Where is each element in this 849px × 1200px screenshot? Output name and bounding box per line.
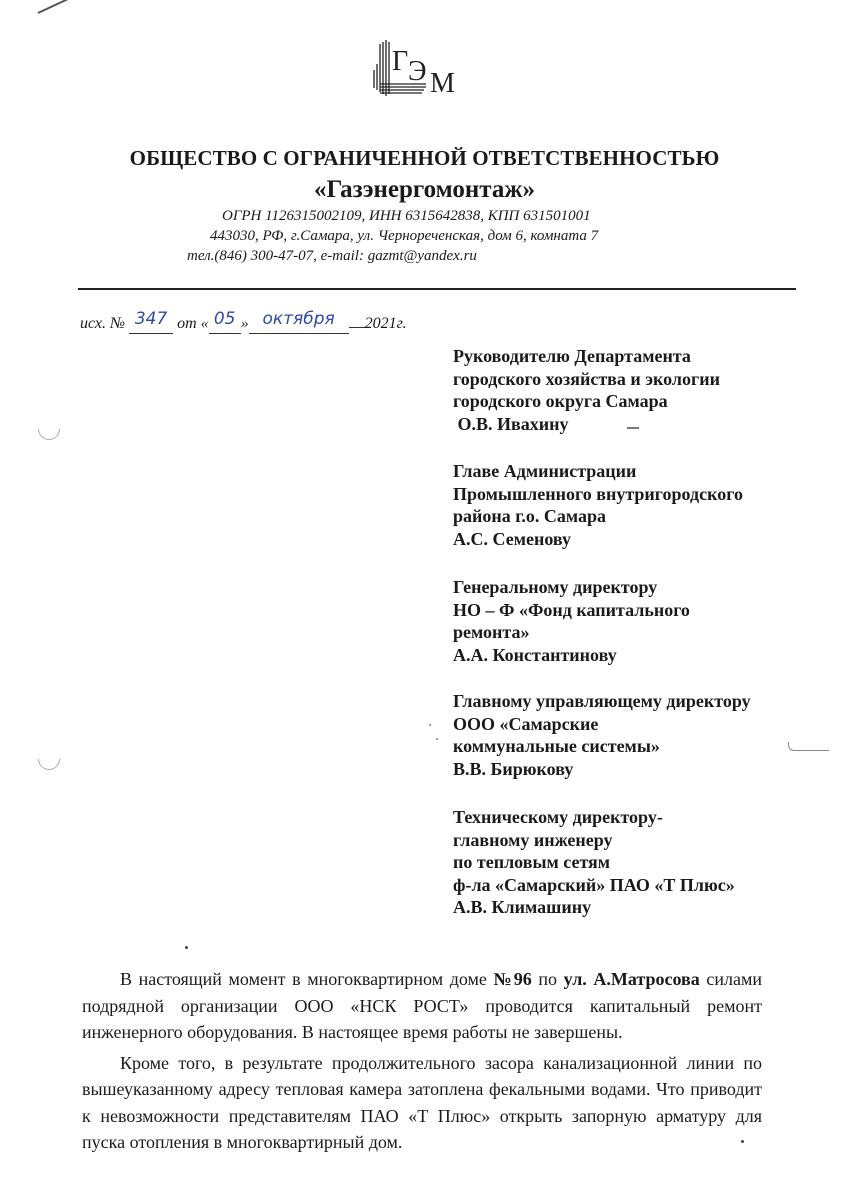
logo-letter: М xyxy=(430,68,455,99)
body-paragraph xyxy=(82,966,762,1046)
recipient-block xyxy=(453,690,751,780)
recipient-line: Главному управляющему директору xyxy=(453,691,751,711)
ref-year-field xyxy=(349,327,365,328)
header-divider xyxy=(78,288,796,290)
ref-close-quote: » xyxy=(240,315,249,332)
outgoing-reference xyxy=(80,309,407,334)
recipient-line: коммунальные системы» xyxy=(453,736,660,756)
ref-open-quote: « xyxy=(200,315,209,332)
recipient-line: городского округа Самара xyxy=(453,391,668,411)
recipient-line: Промышленного внутригородского xyxy=(453,483,743,504)
recipient-block xyxy=(453,806,735,919)
logo-letter: Э xyxy=(408,56,427,87)
body-text-span: В настоящий момент в многоквартирном доме xyxy=(120,969,494,989)
recipient-line: Главе Администрации xyxy=(453,461,637,481)
recipient-line: В.В. Бирюкову xyxy=(453,758,574,779)
scan-dot xyxy=(185,946,188,949)
org-address: 443030, РФ, г.Самара, ул. Чернореченская, дом 6, комната 7 xyxy=(210,228,599,244)
org-name: «Газэнергомонтаж» xyxy=(313,176,536,203)
recipient-line: НО – Ф «Фонд капитального xyxy=(453,599,690,620)
ref-from: от xyxy=(177,315,197,332)
org-title: ОБЩЕСТВО С ОГРАНИЧЕННОЙ ОТВЕТСТВЕННОСТЬЮ xyxy=(129,146,720,170)
ref-number-field xyxy=(129,309,173,334)
ref-year: 2021г. xyxy=(364,315,407,332)
ref-month: октября xyxy=(262,309,335,329)
company-logo xyxy=(366,34,466,104)
ref-month-field xyxy=(249,309,349,334)
org-contacts: тел.(846) 300-47-07, e-mail: gazmt@yandex.ru xyxy=(187,248,477,264)
ref-day: 05 xyxy=(213,309,236,329)
recipient-line: ООО «Самарские xyxy=(453,713,599,734)
recipient-line: О.В. Ивахину xyxy=(453,413,569,434)
ref-number: 347 xyxy=(134,309,168,329)
recipient-line: района г.о. Самара xyxy=(453,506,607,526)
recipient-line: ремонта» xyxy=(453,622,530,642)
punch-hole-mark xyxy=(33,413,64,444)
recipient-line: по тепловым сетям xyxy=(453,852,611,872)
body-text-span: по xyxy=(531,969,564,989)
recipient-line: главному инженеру xyxy=(453,829,613,850)
recipient-block xyxy=(453,576,690,666)
recipient-block xyxy=(453,345,720,435)
logo-letter: Г xyxy=(392,46,409,77)
ref-day-field xyxy=(209,309,241,334)
recipient-line: ф-ла «Самарский» ПАО «Т Плюс» xyxy=(453,874,735,895)
recipient-line: Генеральному директору xyxy=(453,577,658,597)
recipient-line: Техническому директору- xyxy=(453,807,663,827)
recipient-block xyxy=(453,460,743,550)
org-requisites: ОГРН 1126315002109, ИНН 6315642838, КПП 631501001 xyxy=(222,208,591,224)
recipient-line: А.В. Климашину xyxy=(453,897,592,917)
scan-mark xyxy=(38,0,75,14)
scan-mark xyxy=(788,742,829,751)
body-text-span: силами подрядной организации ООО «НСК РОСТ» проводится капитальный ремонт инженерного оборудования. В настоящее время работы не завершены. xyxy=(82,969,763,1042)
letter-body xyxy=(82,966,762,1156)
recipient-line: А.С. Семенову xyxy=(453,528,571,549)
punch-hole-mark xyxy=(33,743,64,774)
house-number: №96 xyxy=(493,969,532,989)
recipient-line: А.А. Константинову xyxy=(453,644,617,665)
recipient-line: Руководителю Департамента xyxy=(453,346,691,366)
recipient-line: городского хозяйства и экологии xyxy=(453,368,720,389)
scan-dot xyxy=(429,724,431,726)
ref-prefix: исх. № xyxy=(80,315,126,332)
body-paragraph: Кроме того, в результате продолжительного засора канализационной линии по вышеуказанному адресу тепловая камера затоплена фекальными водами. Что приводит к невозможности представителям ПАО «Т Плюс» открыть запорную арматуру для пуска отопления в многоквартирный дом. xyxy=(82,1052,762,1152)
scan-dot xyxy=(436,738,438,740)
street-name: ул. А.Матросова xyxy=(563,969,700,989)
